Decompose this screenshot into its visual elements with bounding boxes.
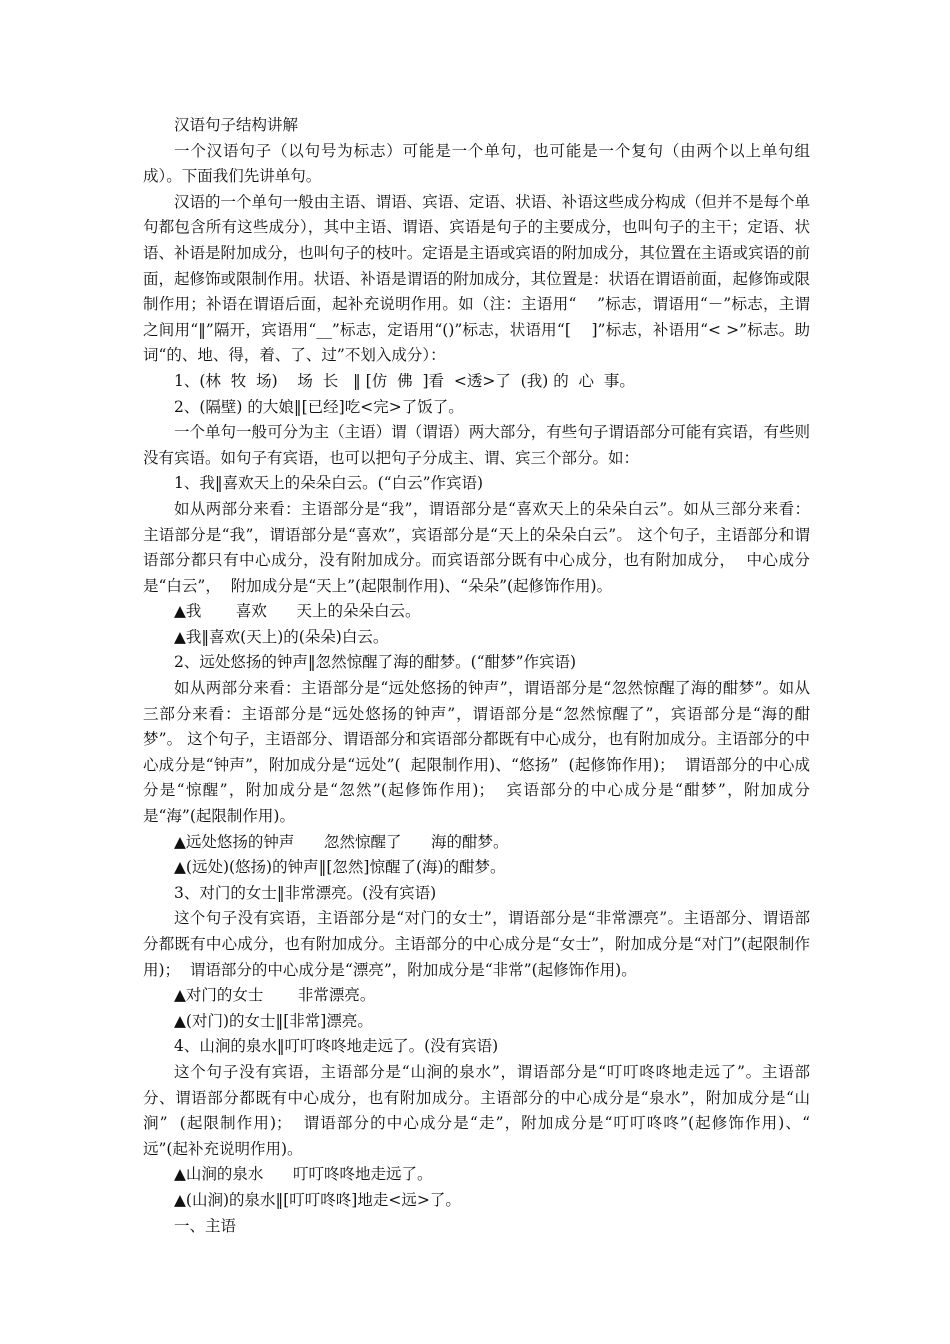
example-marked-3b: ▲(对门)的女士‖[非常]漂亮。 [174, 1011, 373, 1030]
example-analysis-3: 这个句子没有宾语，主语部分是“对门的女士”，谓语部分是“非常漂亮”。主语部分、谓语部分都既有中心成分，也有附加成分。主语部分的中心成分是“女士”，附加成分是“对门”(起限制作用)； 谓语部分的中心成分是“漂亮”，附加成分是“非常”(起修饰作用)。 [143, 909, 810, 979]
example-heading-2: 2、远处悠扬的钟声‖忽然惊醒了海的酣梦。(“酣梦”作宾语) [174, 653, 577, 672]
section-heading-subject: 一、主语 [174, 1216, 237, 1235]
example-analysis-4: 这个句子没有宾语，主语部分是“山涧的泉水”，谓语部分是“叮叮咚咚地走远了”。主语部分、谓语部分都既有中心成分，也有附加成分。主语部分的中心成分是“泉水”，附加成分是“山涧” (起限制作用)； 谓语部分的中心成分是“走”，附加成分是“叮叮咚咚”(起修饰作用)、“ 远”(起补充说明作用)。 [143, 1062, 820, 1158]
example-analysis-1: 如从两部分来看：主语部分是“我”，谓语部分是“喜欢天上的朵朵白云”。如从三部分来看：主语部分是“我”，谓语部分是“喜欢”，宾语部分是“天上的朵朵白云”。 这个句子，主语部分和谓语部分都只有中心成分，没有附加成分。而宾语部分既有中心成分，也有附加成分， 中心成分是“白云”， 附加成分是“天上”(起限制作用)、“朵朵”(起修饰作用)。 [143, 499, 810, 595]
example-marked-2a: ▲远处悠扬的钟声 忽然惊醒了 海的酣梦。 [174, 832, 509, 851]
example-marked-4b: ▲(山涧)的泉水‖[叮叮咚咚]地走<远>了。 [174, 1190, 461, 1209]
example-heading-4: 4、山涧的泉水‖叮叮咚咚地走远了。(没有宾语) [174, 1037, 499, 1056]
example-heading-3: 3、对门的女士‖非常漂亮。(没有宾语) [174, 883, 437, 902]
intro-paragraph: 一个汉语句子（以句号为标志）可能是一个单句，也可能是一个复句（由两个以上单句组成）。下面我们先讲单句。 [143, 141, 810, 186]
example-sentence-1: 1、(林 牧 场) 场 长 ‖ [仿 佛 ]看 <透>了 (我) 的 心 事。 [174, 371, 635, 390]
example-marked-3a: ▲对门的女士 非常漂亮。 [174, 986, 376, 1005]
components-paragraph: 汉语的一个单句一般由主语、谓语、宾语、定语、状语、补语这些成分构成（但并不是每个单句都包含所有这些成分），其中主语、谓语、宾语是句子的主要成分，也叫句子的主干；定语、状语、补语是附加成分，也叫句子的枝叶。定语是主语或宾语的附加成分，其位置在主语或宾语的前面，起修饰或限制作用。状语、补语是谓语的附加成分，其位置是：状语在谓语前面，起修饰或限制作用；补语在谓语后面，起补充说明作用。如（注：主语用“ ”标志，谓语用“－”标志，主谓之间用“‖”隔开，宾语用“__”标志，定语用“()”标志，状语用“[ ]”标志，补语用“< >”标志。助词“的、地、得，着、了、过”不划入成分）： [143, 192, 810, 365]
division-paragraph: 一个单句一般可分为主（主语）谓（谓语）两大部分，有些句子谓语部分可能有宾语，有些则没有宾语。如句子有宾语，也可以把句子分成主、谓、宾三个部分。如： [143, 423, 810, 467]
example-heading-1: 1、我‖喜欢天上的朵朵白云。(“白云”作宾语) [174, 474, 484, 493]
example-analysis-2: 如从两部分来看：主语部分是“远处悠扬的钟声”，谓语部分是“忽然惊醒了海的酣梦”。如从三部分来看：主语部分是“远处悠扬的钟声”，谓语部分是“忽然惊醒了”，宾语部分是“海的酣梦”。 这个句子，主语部分、谓语部分和宾语部分都既有中心成分，也有附加成分。主语部分的中心成分是“钟声”，附加成分是“远处”( 起限制作用)、“悠扬” (起修饰作用)； 谓语部分的中心成分是“惊醒”，附加成分是“忽然”(起修饰作用)； 宾语部分的中心成分是“酣梦”，附加成分是“海”(起限制作用)。 [143, 679, 810, 826]
example-sentence-2: 2、(隔壁) 的大娘‖[已经]吃<完>了饭了。 [174, 397, 464, 416]
document-body [143, 113, 820, 1239]
example-marked-1b: ▲我‖喜欢(天上)的(朵朵)白云。 [174, 627, 389, 646]
example-marked-1a: ▲我 喜欢 天上的朵朵白云。 [174, 602, 421, 621]
example-marked-2b: ▲(远处)(悠扬)的钟声‖[忽然]惊醒了(海)的酣梦。 [174, 858, 506, 877]
document-title: 汉语句子结构讲解 [174, 116, 299, 134]
example-marked-4a: ▲山涧的泉水 叮叮咚咚地走远了。 [174, 1165, 433, 1184]
